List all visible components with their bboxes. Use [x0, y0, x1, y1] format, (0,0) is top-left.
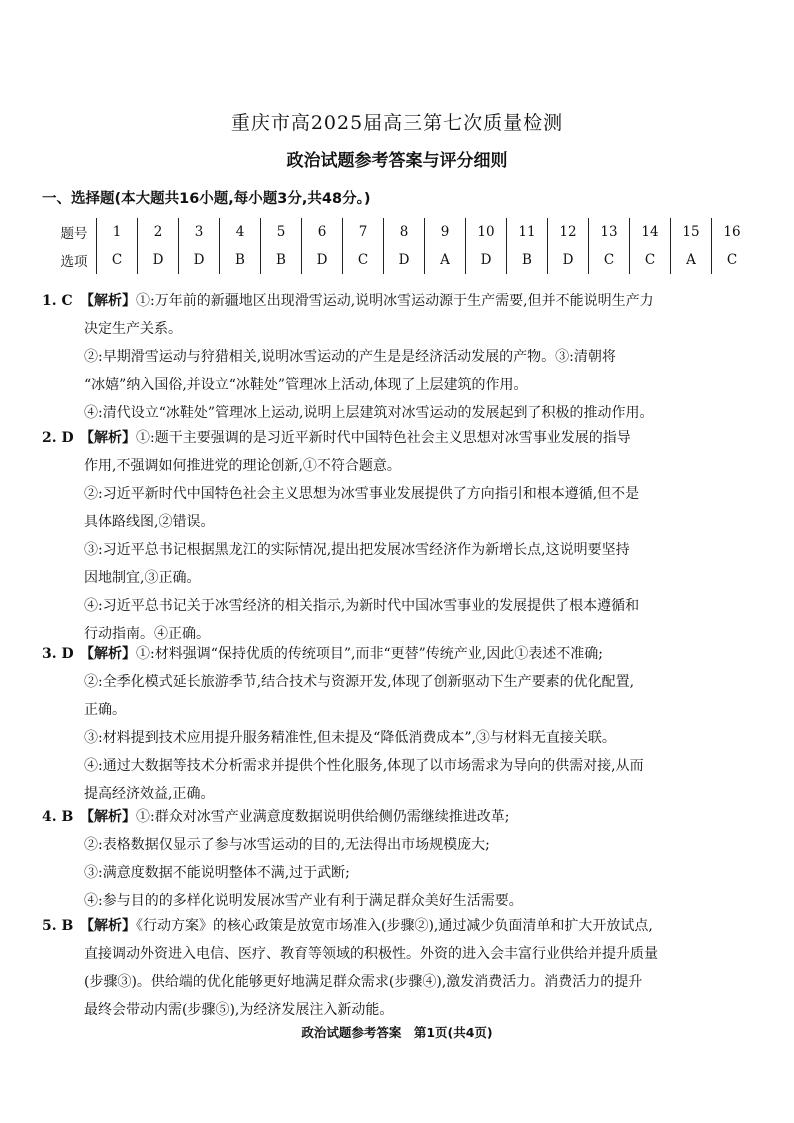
question-number: 1 — [97, 218, 138, 246]
row-label-number: 题号 — [60, 226, 88, 242]
item-line: 具体路线图,②错误。 — [84, 514, 215, 530]
item-line: 直接调动外资进入电信、医疗、教育等领域的积极性。外资的进入会丰富行业供给并提升质量 — [84, 946, 658, 962]
item-line: 行动指南。④正确。 — [84, 626, 210, 642]
question-number: 14 — [630, 218, 671, 246]
item-line: ②:表格数据仅显示了参与冰雪运动的目的,无法得出市场规模庞大; — [84, 837, 490, 853]
analysis-tag: 【解析】 — [80, 918, 136, 934]
item-number: 1. C — [42, 293, 73, 309]
item-line: 作用,不强调如何推进党的理论创新,①不符合题意。 — [84, 458, 401, 474]
item-line: 最终会带动内需(步骤⑤),为经济发展注入新动能。 — [84, 1002, 394, 1018]
answer-option: B — [220, 246, 261, 274]
question-number: 8 — [384, 218, 425, 246]
question-number: 15 — [671, 218, 712, 246]
page-subtitle: 政治试题参考答案与评分细则 — [286, 151, 508, 171]
item-line: ③:材料提到技术应用提升服务精准性,但未提及“降低消费成本”,③与材料无直接关联。 — [84, 730, 616, 746]
question-number: 10 — [466, 218, 507, 246]
answer-table-answer-row — [52, 246, 752, 274]
item-line: 正确。 — [84, 702, 126, 718]
answer-item-2 — [42, 424, 756, 648]
answer-option: C — [589, 246, 630, 274]
item-line: “冰嬉”纳入国俗,并设立“冰鞋处”管理冰上活动,体现了上层建筑的作用。 — [84, 377, 528, 393]
question-number: 13 — [589, 218, 630, 246]
question-number: 5 — [261, 218, 302, 246]
answer-item-5 — [42, 912, 756, 1024]
item-number: 2. D — [42, 430, 74, 446]
item-line: (步骤③)。供给端的优化能够更好地满足群众需求(步骤④),激发消费活力。消费活力的提升 — [84, 974, 643, 990]
item-first-line — [42, 640, 756, 668]
answer-option: D — [384, 246, 425, 274]
item-text: ①:万年前的新疆地区出现滑雪运动,说明冰雪运动源于生产需要,但并不能说明生产力 — [136, 293, 654, 309]
answer-option: D — [302, 246, 343, 274]
answer-option: D — [138, 246, 179, 274]
item-line: ③:满意度数据不能说明整体不满,过于武断; — [84, 865, 350, 881]
item-first-line — [42, 287, 756, 315]
question-number: 2 — [138, 218, 179, 246]
item-text: ①:群众对冰雪产业满意度数据说明供给侧仍需继续推进改革; — [136, 809, 510, 825]
analysis-tag: 【解析】 — [80, 809, 136, 825]
item-number: 4. B — [42, 809, 74, 825]
item-line: ②:早期滑雪运动与狩猎相关,说明冰雪运动的产生是是经济活动发展的产物。③:清朝将 — [84, 349, 616, 365]
item-number: 3. D — [42, 646, 74, 662]
item-first-line — [42, 803, 756, 831]
section-heading: 一、选择题(本大题共16小题,每小题3分,共48分。) — [42, 191, 371, 207]
answer-option: D — [179, 246, 220, 274]
item-first-line — [42, 424, 756, 452]
answer-option: C — [97, 246, 138, 274]
question-number: 12 — [548, 218, 589, 246]
answer-option: A — [671, 246, 712, 274]
question-number: 9 — [425, 218, 466, 246]
item-line: ②:习近平新时代中国特色社会主义思想为冰雪事业发展提供了方向指引和根本遵循,但不是 — [84, 486, 640, 502]
item-line: 因地制宜,③正确。 — [84, 570, 201, 586]
row-label-answer: 选项 — [60, 254, 88, 270]
item-number: 5. B — [42, 918, 74, 934]
item-line: 提高经济效益,正确。 — [84, 786, 215, 802]
analysis-tag: 【解析】 — [80, 293, 136, 309]
item-line: ④:习近平总书记关于冰雪经济的相关指示,为新时代中国冰雪事业的发展提供了根本遵循和 — [84, 598, 640, 614]
item-text: ①:题干主要强调的是习近平新时代中国特色社会主义思想对冰雪事业发展的指导 — [136, 430, 631, 446]
answer-table-number-row — [52, 218, 752, 246]
question-number: 4 — [220, 218, 261, 246]
item-line: ④:清代设立“冰鞋处”管理冰上运动,说明上层建筑对冰雪运动的发展起到了积极的推动作用。 — [84, 405, 654, 421]
item-line: ③:习近平总书记根据黑龙江的实际情况,提出把发展冰雪经济作为新增长点,这说明要坚持 — [84, 542, 630, 558]
answer-option: D — [548, 246, 589, 274]
answer-item-1 — [42, 287, 756, 427]
answer-option: B — [507, 246, 548, 274]
item-line: ④:参与目的的多样化说明发展冰雪产业有利于满足群众美好生活需要。 — [84, 893, 523, 909]
question-number: 3 — [179, 218, 220, 246]
question-number: 7 — [343, 218, 384, 246]
item-line: ②:全季化模式延长旅游季节,结合技术与资源开发,体现了创新驱动下生产要素的优化配置, — [84, 674, 635, 690]
answer-item-4 — [42, 803, 756, 915]
answer-option: A — [425, 246, 466, 274]
item-text: ①:材料强调“保持优质的传统项目”,而非“更替”传统产业,因此①表述不准确; — [136, 646, 603, 662]
answer-option: C — [712, 246, 753, 274]
page-title: 重庆市高2025届高三第七次质量检测 — [230, 112, 564, 134]
analysis-tag: 【解析】 — [80, 430, 136, 446]
answer-table — [52, 218, 752, 274]
answer-option: D — [466, 246, 507, 274]
answer-option: C — [343, 246, 384, 274]
item-first-line — [42, 912, 756, 940]
question-number: 16 — [712, 218, 753, 246]
analysis-tag: 【解析】 — [80, 646, 136, 662]
item-line: ④:通过大数据等技术分析需求并提供个性化服务,体现了以市场需求为导向的供需对接,从而 — [84, 758, 644, 774]
item-line: 决定生产关系。 — [84, 321, 182, 337]
item-text: 《行动方案》的核心政策是放宽市场准入(步骤②),通过减少负面清单和扩大开放试点, — [136, 918, 653, 934]
answer-option: C — [630, 246, 671, 274]
answer-item-3 — [42, 640, 756, 808]
question-number: 11 — [507, 218, 548, 246]
page-footer: 政治试题参考答案 第1页(共4页) — [301, 1025, 493, 1040]
answer-option: B — [261, 246, 302, 274]
question-number: 6 — [302, 218, 343, 246]
